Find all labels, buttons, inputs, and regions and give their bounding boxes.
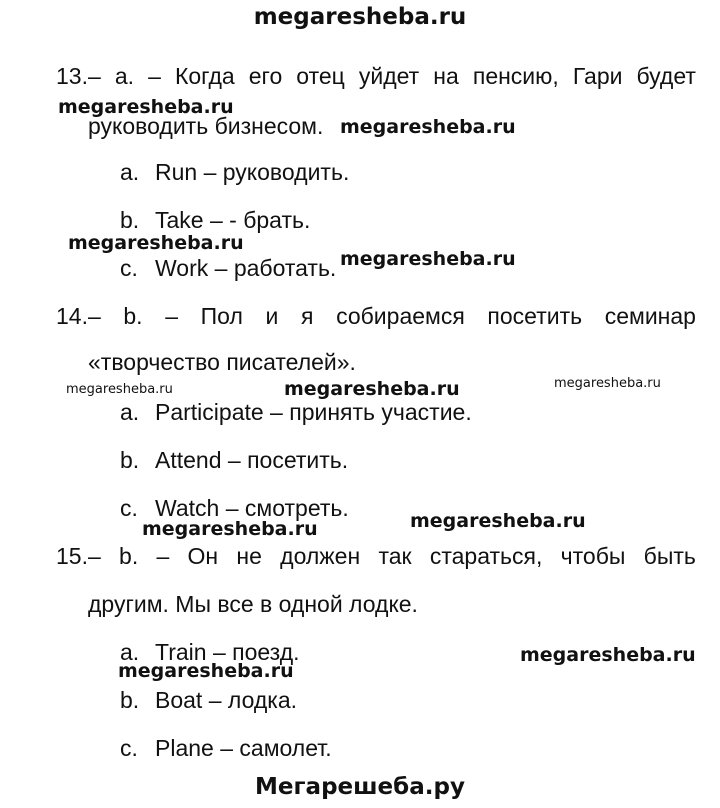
option-letter: c. (120, 495, 138, 521)
option-letter: c. (120, 735, 138, 761)
q14-word: и (265, 303, 279, 329)
q14-word: – (165, 303, 178, 329)
q14-word: я (300, 303, 314, 329)
q13-line2: руководить бизнесом. (88, 113, 324, 139)
q15-option-b (120, 686, 297, 714)
option-letter: b. (120, 687, 140, 713)
q14-word: семинар (604, 303, 696, 329)
option-text: Boat – лодка. (155, 687, 298, 713)
option-text: Work – работать. (155, 255, 337, 281)
q14-option-b (120, 446, 348, 474)
option-text: Run – руководить. (155, 159, 350, 185)
q13-word: уйдет (358, 63, 420, 89)
q15-option-c (120, 734, 332, 762)
q13-word: будет (636, 63, 696, 89)
q13-word: отец (296, 63, 345, 89)
q13-word: Гари (572, 63, 623, 89)
option-text: Watch – смотреть. (155, 495, 349, 521)
option-text: Plane – самолет. (155, 735, 332, 761)
q13-word: 13.– (56, 63, 101, 89)
watermark: megaresheba.ru (58, 96, 234, 118)
q14-word: b. (123, 303, 143, 329)
q14-line1 (56, 302, 696, 330)
q14-option-a (120, 398, 472, 426)
watermark: megaresheba.ru (520, 644, 696, 666)
q14-word: собираемся (336, 303, 465, 329)
header-watermark: megaresheba.ru (253, 4, 467, 30)
option-letter: a. (120, 639, 140, 665)
option-text: Train – поезд. (155, 639, 300, 665)
option-letter: a. (120, 399, 140, 425)
q15-word: чтобы (560, 543, 626, 569)
q13-line1 (56, 62, 696, 90)
option-letter: b. (120, 207, 140, 233)
q15-word: не (236, 543, 262, 569)
q13-option-b (120, 206, 310, 234)
q15-word: Он (187, 543, 219, 569)
option-letter: b. (120, 447, 140, 473)
option-letter: c. (120, 255, 138, 281)
q14-word: посетить (487, 303, 583, 329)
option-text: Take – - брать. (155, 207, 311, 233)
watermark: megaresheba.ru (118, 660, 294, 682)
q13-word: a. (114, 63, 135, 89)
watermark: megaresheba.ru (142, 518, 318, 540)
watermark: megaresheba.ru (410, 510, 586, 532)
q14-word: 14.– (56, 303, 101, 329)
q13-word: на (433, 63, 459, 89)
watermark: megaresheba.ru (340, 248, 516, 270)
footer-watermark: Мегарешеба.ру (255, 774, 465, 800)
q15-line2: другим. Мы все в одной лодке. (88, 591, 418, 617)
q13-option-c (120, 254, 336, 282)
q15-word: быть (643, 543, 696, 569)
q13-word: пенсию, (472, 63, 559, 89)
q13-word: Когда (174, 63, 235, 89)
option-letter: a. (120, 159, 140, 185)
q15-word: 15.– (56, 543, 101, 569)
q13-option-a (120, 158, 349, 186)
q14-line2: «творчество писателей». (88, 349, 356, 375)
q14-word: Пол (200, 303, 243, 329)
watermark: megaresheba.ru (554, 376, 661, 391)
q13-word: его (248, 63, 283, 89)
watermark: megaresheba.ru (66, 382, 173, 397)
q15-word: – (156, 543, 170, 569)
watermark: megaresheba.ru (284, 378, 460, 400)
q15-word: должен (280, 543, 361, 569)
q15-word: стараться, (429, 543, 543, 569)
q15-word: так (378, 543, 412, 569)
q15-word: b. (119, 543, 139, 569)
watermark: megaresheba.ru (340, 116, 516, 138)
option-text: Participate – принять участие. (155, 399, 472, 425)
option-text: Attend – посетить. (155, 447, 349, 473)
watermark: megaresheba.ru (68, 232, 244, 254)
q13-word: – (148, 63, 161, 89)
q15-line1 (56, 542, 696, 570)
